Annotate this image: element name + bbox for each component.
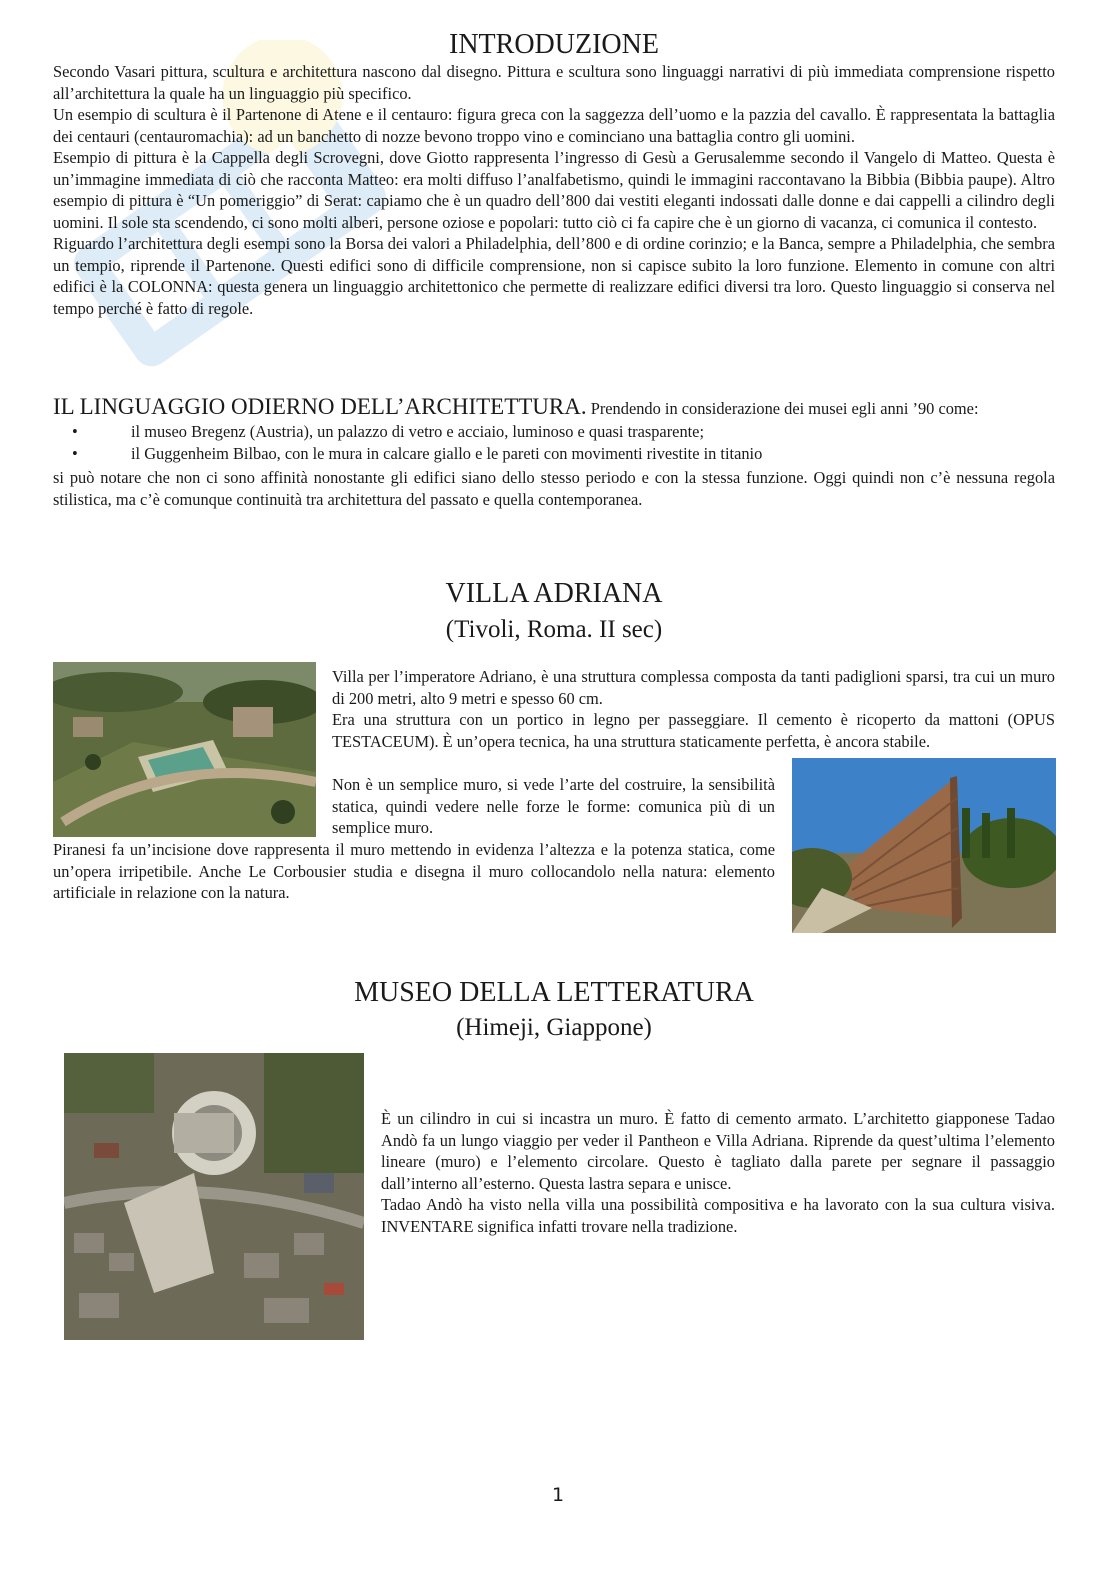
villa-wall-photo: [792, 758, 1056, 933]
museo-title: MUSEO DELLA LETTERATURA: [354, 977, 754, 1008]
museo-aerial-photo: [64, 1053, 364, 1340]
villa-paragraph-2: Era una struttura con un portico in legno per passeggiare. Il cemento è ricoperto da mattoni (OPUS TESTACEUM). È un’opera tecnica, ha una struttura staticamente perfetta, è ancora stabile.: [332, 710, 1055, 751]
linguaggio-lead: [53, 395, 1055, 421]
intro-paragraph-1: Secondo Vasari pittura, scultura e architettura nascono dal disegno. Pittura e scultura sono linguaggi narrativi di più immediata comprensione rispetto all’architettura la quale ha un linguaggio più specifico.: [53, 62, 1055, 103]
intro-title: INTRODUZIONE: [449, 29, 659, 60]
villa-paragraph-1: Villa per l’imperatore Adriano, è una struttura complessa composta da tanti padiglioni sparsi, tra cui un muro di 200 metri, alto 9 metri e spesso 60 cm.: [332, 667, 1055, 708]
linguaggio-section: [53, 395, 1055, 510]
linguaggio-heading: IL LINGUAGGIO ODIERNO DELL’ARCHITETTURA.: [53, 394, 587, 419]
linguaggio-conclusion: si può notare che non ci sono affinità nonostante gli edifici siano dello stesso periodo e con la stessa funzione. Oggi quindi non c’è nessuna regola stilistica, ma c’è comunque continuità tra architettura del passato e quella contemporanea.: [53, 468, 1055, 509]
bullet-icon: •: [72, 443, 78, 463]
intro-section: [53, 61, 1055, 319]
villa-aerial-photo: [53, 662, 316, 837]
page-number: 1: [551, 1484, 565, 1506]
linguaggio-lead-text: Prendendo in considerazione dei musei egli anni ’90 come:: [586, 399, 979, 418]
museo-paragraph-1: È un cilindro in cui si incastra un muro. È fatto di cemento armato. L’architetto giapponese Tadao Andò fa un lungo viaggio per veder il Pantheon e Villa Adriana. Riprende da quest’ultima l’elemento lineare (muro) e l’elemento circolare. Questo è tagliato dalla parete per segnare il passaggio dall’interno all’esterno. Questa lastra separa e unisce.: [381, 1109, 1055, 1193]
list-item: • il Guggenheim Bilbao, con le mura in calcare giallo e le pareti con movimenti rivestite in titanio: [72, 443, 763, 463]
bullet-icon: •: [72, 422, 78, 441]
villa-paragraph-3: Non è un semplice muro, si vede l’arte del costruire, la sensibilità statica, quindi vedere nelle forze le forme: comunica più di un semplice muro.: [332, 775, 775, 837]
villa-subtitle: (Tivoli, Roma. II sec): [445, 616, 663, 643]
museo-paragraph-2: Tadao Andò ha visto nella villa una possibilità compositiva e ha lavorato con la sua cultura visiva. INVENTARE significa infatti trovare nella tradizione.: [381, 1195, 1055, 1236]
villa-paragraph-4: Piranesi fa un’incisione dove rappresenta il muro mettendo in evidenza l’altezza e la potenza statica, come un’opera irripetibile. Anche Le Corbousier studia e disegna il muro collocandolo nella natura: elemento artificiale in relazione con la natura.: [53, 840, 775, 902]
list-item: • il museo Bregenz (Austria), un palazzo di vetro e acciaio, luminoso e quasi trasparente;: [72, 422, 705, 441]
villa-title: VILLA ADRIANA: [445, 578, 663, 609]
intro-paragraph-2: Un esempio di scultura è il Partenone di Atene e il centauro: figura greca con la saggezza dell’uomo e la pazzia del cavallo. È rappresentata la battaglia dei centauri (centauromachia): ad un banchetto di nozze bevono troppo vino e cominciano una battaglia contro gli uomini.: [53, 105, 1055, 146]
museo-subtitle: (Himeji, Giappone): [456, 1014, 652, 1041]
museo-text: [381, 1108, 1055, 1237]
intro-paragraph-4: Riguardo l’architettura degli esempi sono la Borsa dei valori a Philadelphia, dell’800 e di ordine corinzio; e la Banca, sempre a Philadelphia, che sembra un tempio, riprende il Partenone. Questi edifici sono di difficile comprensione, non si capisce subito la loro funzione. Elemento in comune con altri edifici è la COLONNA: questa genera un linguaggio architettonico che permette di realizzare edifici diversi tra loro. Questo linguaggio si conserva nel tempo perché è fatto di regole.: [53, 234, 1055, 318]
intro-paragraph-3: Esempio di pittura è la Cappella degli Scrovegni, dove Giotto rappresenta l’ingresso di Gesù a Gerusalemme secondo il Vangelo di Matteo. Questa è un’immagine immediata di ciò che racconta Matteo: era molti diffuso l’analfabetismo, quindi le immagini raccontavano la Bibbia (Bibbia paupe). Altro esempio di pittura è “Un pomeriggio” di Serat: capiamo che è un quadro dell’800 dai vestiti eleganti indossati dalle donne e dai cappelli a cilindro degli uomini. Il sole sta scendendo, ci sono molti alberi, persone oziose e popolari: tutto ciò ci fa capire che è un giorno di vacanza, ci comunica il contesto.: [53, 148, 1055, 232]
museum-list: [53, 421, 1055, 464]
